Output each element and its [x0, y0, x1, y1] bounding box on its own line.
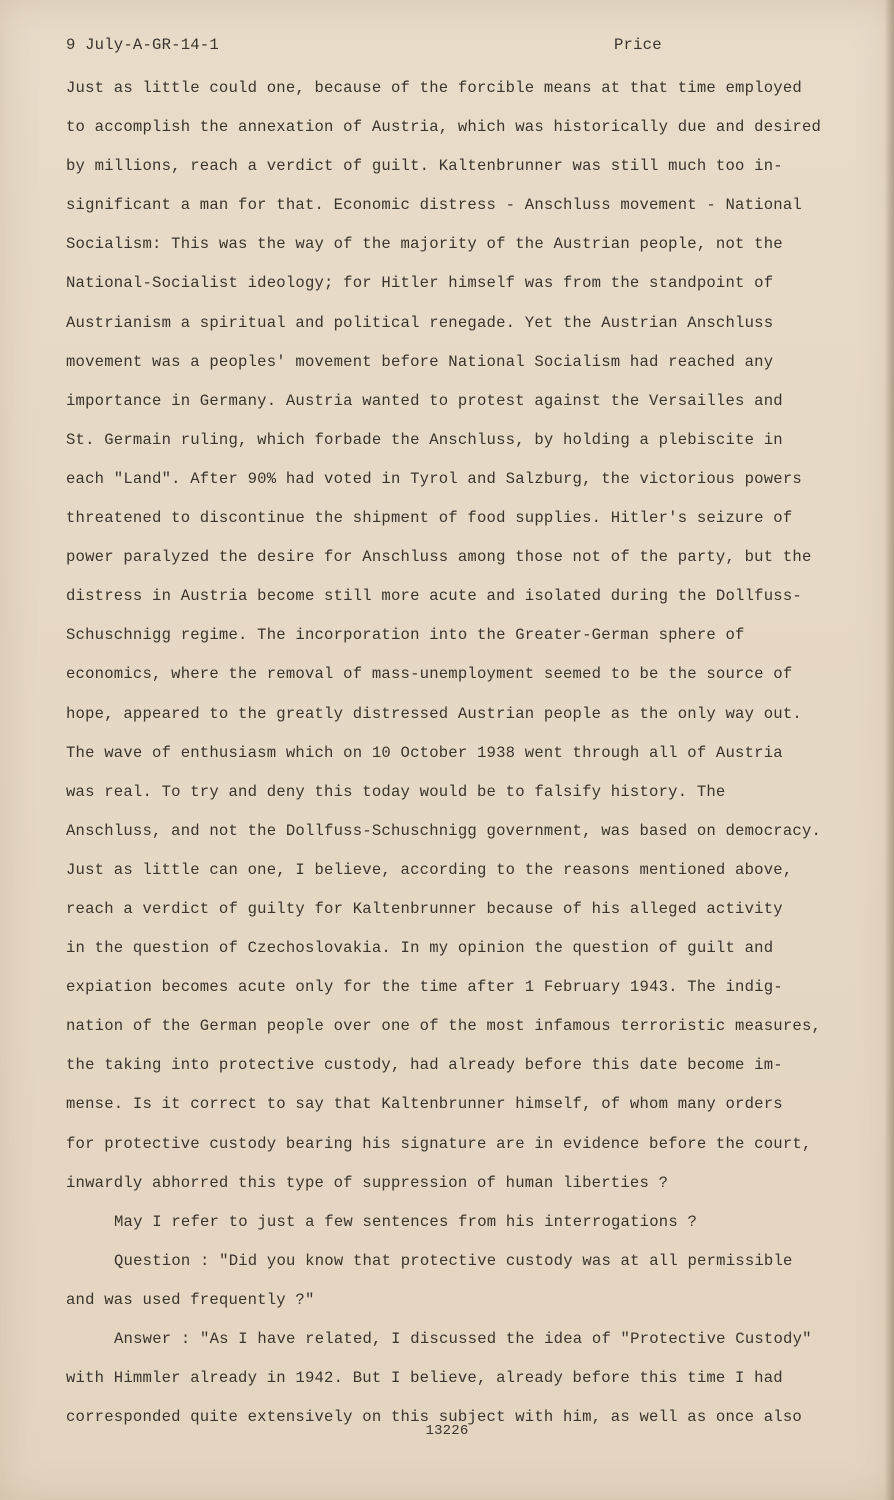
text-line: power paralyzed the desire for Anschluss among those not of the party, but the [66, 548, 812, 567]
page-edge-shadow [884, 0, 894, 1500]
page-footer [0, 1421, 894, 1439]
text-line: The wave of enthusiasm which on 10 October 1938 went through all of Austria [66, 743, 783, 762]
text-line: distress in Austria become still more acute and isolated during the Dollfuss- [66, 587, 802, 606]
text-line: Socialism: This was the way of the majority of the Austrian people, not the [66, 235, 783, 254]
document-reference: 9 July-A-GR-14-1 [66, 36, 219, 54]
text-line: Just as little could one, because of the forcible means at that time employed [66, 79, 802, 97]
text-line: inwardly abhorred this type of suppression of human liberties ? [66, 1173, 669, 1192]
text-line: was real. To try and deny this today would be to falsify history. The [66, 782, 726, 801]
text-line: for protective custody bearing his signature are in evidence before the court, [66, 1134, 812, 1153]
text-line: Just as little can one, I believe, according to the reasons mentioned above, [66, 860, 793, 879]
text-line: Austrianism a spiritual and political renegade. Yet the Austrian Anschluss [66, 313, 774, 332]
text-line: by millions, reach a verdict of guilt. Kaltenbrunner was still much too in- [66, 157, 783, 176]
text-line: Anschluss, and not the Dollfuss-Schuschnigg government, was based on democracy. [66, 821, 822, 840]
text-line: St. Germain ruling, which forbade the Anschluss, by holding a plebiscite in [66, 430, 783, 449]
text-line: corresponded quite extensively on this subject with him, as well as once also [66, 1408, 802, 1427]
speaker-name: Price [614, 36, 662, 54]
text-line: Schuschnigg regime. The incorporation into the Greater-German sphere of [66, 626, 745, 645]
text-line: expiation becomes acute only for the time after 1 February 1943. The indig- [66, 978, 783, 997]
transcript-body [66, 74, 846, 1442]
text-line: National-Socialist ideology; for Hitler himself was from the standpoint of [66, 274, 774, 293]
text-line: threatened to discontinue the shipment of food supplies. Hitler's seizure of [66, 509, 793, 528]
text-line: to accomplish the annexation of Austria, which was historically due and desired [66, 118, 822, 137]
page-header [0, 36, 894, 60]
text-line: with Himmler already in 1942. But I believe, already before this time I had [66, 1369, 783, 1388]
text-line: Answer : "As I have related, I discussed the idea of "Protective Custody" [114, 1330, 812, 1348]
text-line: the taking into protective custody, had already before this date become im- [66, 1056, 783, 1075]
text-line: economics, where the removal of mass-unemployment seemed to be the source of [66, 665, 793, 684]
text-line: May I refer to just a few sentences from his interrogations ? [114, 1212, 698, 1231]
text-line: importance in Germany. Austria wanted to protest against the Versailles and [66, 391, 783, 410]
text-line: movement was a peoples' movement before National Socialism had reached any [66, 352, 774, 371]
text-line: reach a verdict of guilty for Kaltenbrunner because of his alleged activity [66, 899, 783, 918]
text-line: significant a man for that. Economic distress - Anschluss movement - National [66, 196, 802, 215]
text-line: hope, appeared to the greatly distressed Austrian people as the only way out. [66, 704, 802, 723]
text-line: mense. Is it correct to say that Kaltenbrunner himself, of whom many orders [66, 1095, 783, 1114]
text-line: and was used frequently ?" [66, 1290, 315, 1309]
text-line: in the question of Czechoslovakia. In my opinion the question of guilt and [66, 939, 774, 958]
text-line: each "Land". After 90% had voted in Tyrol and Salzburg, the victorious powers [66, 469, 802, 488]
text-line: Question : "Did you know that protective custody was at all permissible [114, 1251, 793, 1270]
page-number: 13226 [425, 1423, 469, 1439]
text-line: nation of the German people over one of the most infamous terroristic measures, [66, 1017, 822, 1036]
